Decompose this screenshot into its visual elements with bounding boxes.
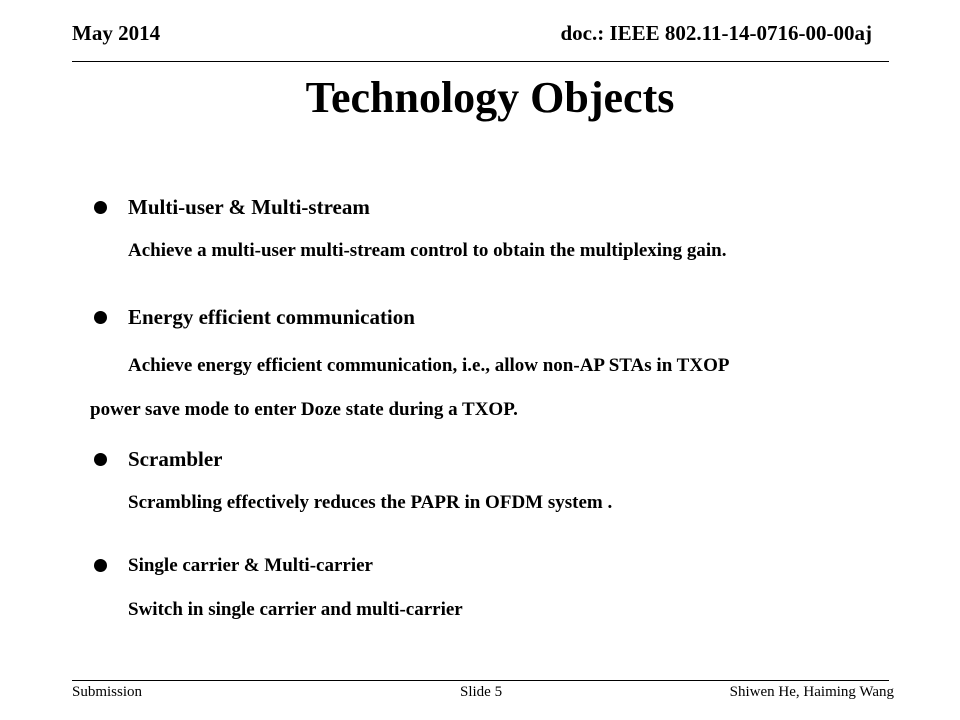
item-body-energy-line1: Achieve energy efficient communication, i.e., allow non-AP STAs in TXOP [128, 355, 730, 376]
footer-submission: Submission [72, 684, 143, 700]
footer-authors: Shiwen He, Haiming Wang [729, 684, 894, 700]
bullet-icon [94, 201, 107, 214]
bullet-icon [94, 559, 107, 572]
footer-slide-number: Slide 5 [460, 684, 503, 700]
slide-title: Technology Objects [305, 73, 675, 122]
item-body-scrambler: Scrambling effectively reduces the PAPR in OFDM system . [128, 492, 613, 513]
item-body-energy-line2: power save mode to enter Doze state during a TXOP. [90, 399, 518, 420]
item-heading-multi-user: Multi-user & Multi-stream [128, 195, 370, 219]
item-heading-energy: Energy efficient communication [128, 305, 415, 329]
item-body-carrier: Switch in single carrier and multi-carrier [128, 599, 463, 620]
item-heading-carrier: Single carrier & Multi-carrier [128, 555, 373, 576]
header-divider [72, 61, 889, 62]
footer-divider [72, 680, 889, 681]
header-doc-id: doc.: IEEE 802.11-14-0716-00-00aj [560, 21, 872, 45]
item-body-multi-user: Achieve a multi-user multi-stream control to obtain the multiplexing gain. [128, 240, 727, 261]
item-heading-scrambler: Scrambler [128, 447, 223, 471]
bullet-icon [94, 311, 107, 324]
header-date: May 2014 [72, 21, 161, 45]
bullet-icon [94, 453, 107, 466]
